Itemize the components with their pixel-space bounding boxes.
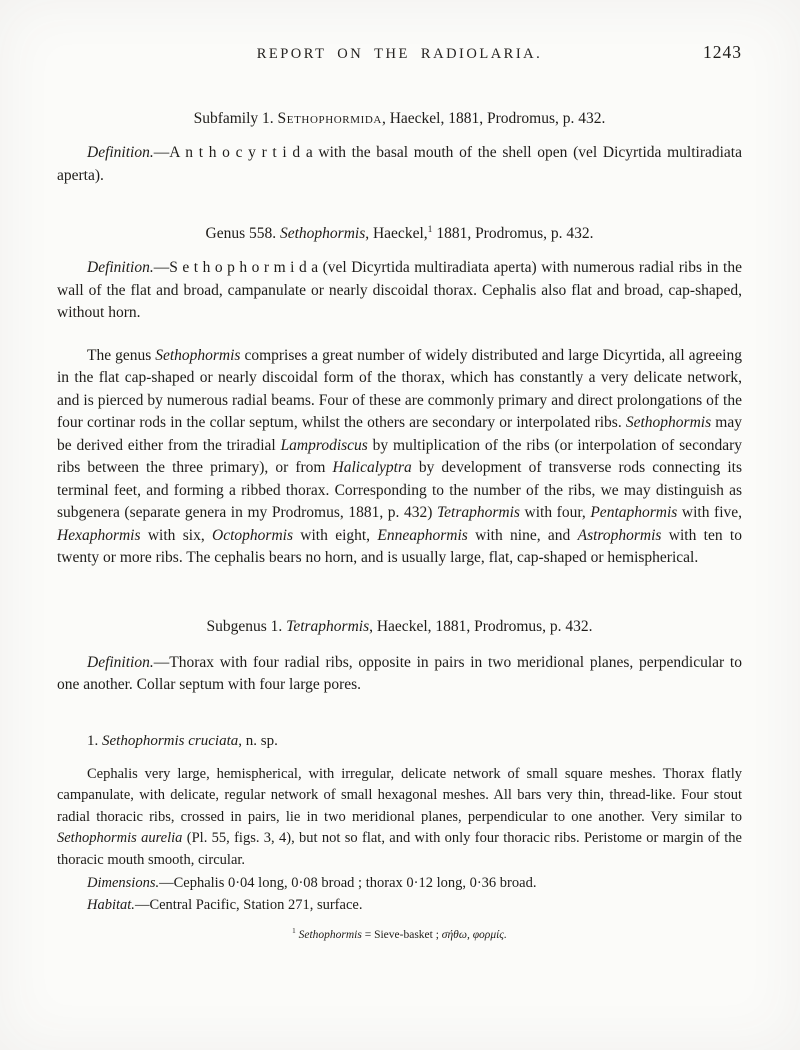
habitat-line: Habitat.—Central Pacific, Station 271, surface. bbox=[87, 896, 363, 913]
footnote: $^1$ Sethophormis = Sieve-basket ; σήθω, φορμίς. bbox=[292, 927, 507, 941]
subfamily-heading: Subfamily 1. Sethophormida, Haeckel, 1881, Prodromus, p. 432. bbox=[193, 110, 606, 127]
subfamily-definition-paragraph: Definition.—A n t h o c y r t i d a with the basal mouth of the shell open (vel Dicyrtida multiradiata aperta). bbox=[57, 144, 742, 184]
page-number: 1243 bbox=[703, 42, 742, 62]
subgenus-definition-paragraph: Definition.—Thorax with four radial ribs, opposite in pairs in two meridional planes, perpendicular to one another. Collar septum with four large pores. bbox=[57, 653, 742, 693]
subgenus-heading: Subgenus 1. Tetraphormis, Haeckel, 1881, Prodromus, p. 432. bbox=[206, 617, 593, 635]
genus-description-paragraph: The genus Sethophormis comprises a great number of widely distributed and large Dicyrtida, all agreeing in the flat cap-shaped or nearly discoidal form of the thorax, which has constantly a very delicate network, and is pierced by numerous radial beams. Four of these are commonly primary and direct prolongations of the four cortinar rods in the collar septum, whilst the others are secondary or interpolated ribs. Sethophormis may be derived either from the triradial Lamprodiscus by multiplication of the ribs (or interpolation of secondary ribs between the three primary), or from Halicalyptra by development of transverse rods connecting its terminal feet, and forming a ribbed thorax. Corresponding to the number of the ribs, we may distinguish as subgenera (separate genera in my Prodromus, 1881, p. 432) Tetraphormis with four, Pentaphormis with five, Hexaphormis with six, Octophormis with eight, Enneaphormis with nine, and Astrophormis with ten to twenty or more ribs. The cephalis bears no horn, and is usually large, flat, cap-shaped or hemispherical. bbox=[57, 346, 743, 566]
species-description-paragraph: Cephalis very large, hemispherical, with irregular, delicate network of small square meshes. Thorax flatly campanulate, with delicate, regular network of small hexagonal meshes. All bars very thin, thread-like. Four stout radial thoracic ribs, crossed in pairs, lie in two meridional planes, perpendicular to one another. Very similar to Sethophormis aurelia (Pl. 55, figs. 3, 4), but not so flat, and with only four thoracic ribs. Peristome or margin of the thoracic mouth smooth, circular. bbox=[57, 765, 742, 868]
page-header bbox=[57, 42, 742, 70]
genus-definition-paragraph: Definition.—S e t h o p h o r m i d a (vel Dicyrtida multiradiata aperta) with numerous radial ribs in the wall of the flat and broad, campanulate or nearly discoidal thorax. Cephalis also flat and broad, cap-shaped, without horn. bbox=[57, 259, 742, 321]
dimensions-line: Dimensions.—Cephalis 0·04 long, 0·08 broad ; thorax 0·12 long, 0·36 broad. bbox=[87, 875, 537, 891]
running-title: REPORT ON THE RADIOLARIA. bbox=[256, 46, 543, 62]
species-heading: 1. Sethophormis cruciata, n. sp. bbox=[87, 732, 278, 749]
genus-heading: Genus 558. Sethophormis, Haeckel,$^1$ 1881, Prodromus, p. 432. bbox=[205, 223, 594, 242]
